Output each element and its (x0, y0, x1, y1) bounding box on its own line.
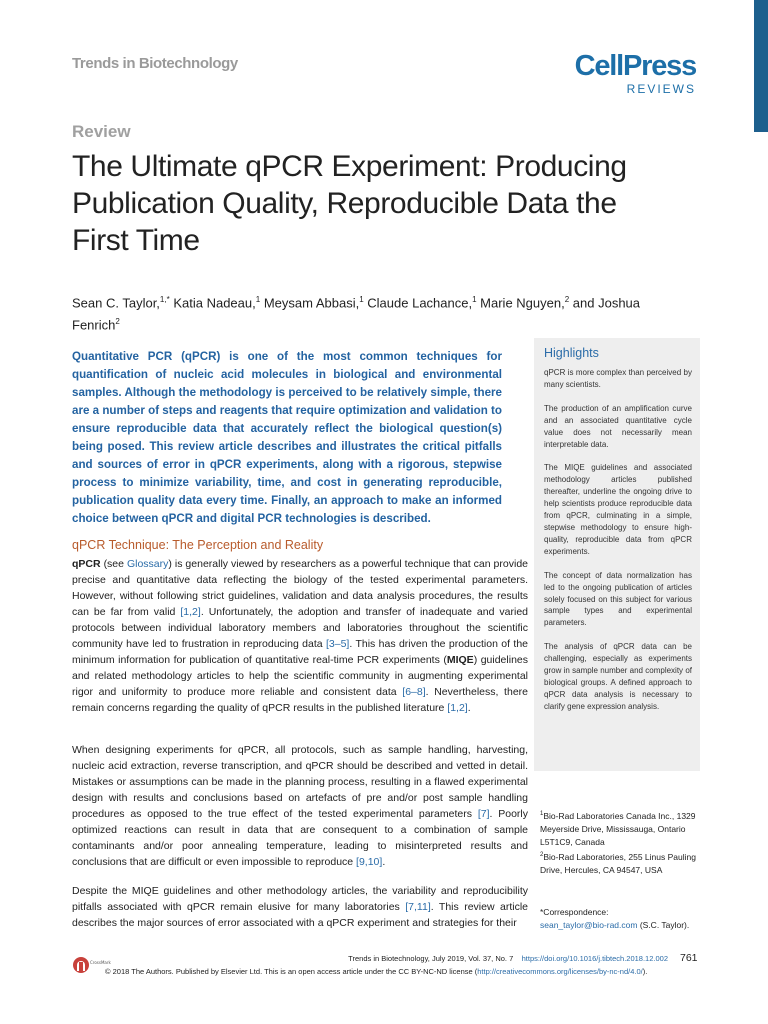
text-run: . (382, 856, 386, 868)
text-run: ) guidelines and related methodology articles to help the scientific community in augmenting experimental rigor and uniformity to produce more reliable and consistent data (72, 654, 528, 698)
footer-citation: Trends in Biotechnology, July 2019, Vol. 37, No. 7 (348, 954, 514, 963)
highlights-box (534, 338, 700, 771)
text-run: . Poorly optimized reactions can result in data that are consequent to a combination of sample contaminants and/or poor annealing temperature, leading to misinterpreted results and conclusions that are difficult or even impossible to reproduce (72, 808, 528, 868)
license-link[interactable]: http://creativecommons.org/licenses/by-nc-nd/4.0/ (477, 967, 643, 976)
text-run: When designing experiments for qPCR, all protocols, such as sample handling, harvesting, nucleic acid extraction, reverse transcription, and qPCR should be described and vetted in detail. Mistakes or assumptions can be made in the planning process, resulting in a flawed experimental design with results and conclusions based on artefacts of pre and/or post sample handling procedures as opposed to the true effect of the tested experimental parameters (72, 744, 528, 820)
author-affil: 1,* (159, 295, 170, 304)
highlight-item: The analysis of qPCR data can be challenging, especially as experiments grow in sample number and complexity of biological groups. A defined approach to qPCR data analysis is necessary to clarify gene expression analysis. (544, 642, 692, 711)
author-list (72, 290, 662, 335)
text-run: Despite the MIQE guidelines and other methodology articles, the variability and reproducibility pitfalls associated with qPCR remain elusive for many laboratories (72, 885, 528, 913)
citation-link[interactable]: [7] (477, 808, 490, 820)
term-qpcr: qPCR (72, 558, 101, 570)
text-run: . Nevertheless, there remain concerns regarding the quality of qPCR results in the published literature (72, 686, 528, 714)
author-affil: 2 (564, 295, 570, 304)
license-line (105, 967, 647, 976)
abstract: Quantitative PCR (qPCR) is one of the most common techniques for quantification of nucleic acid molecules in biological and environmental samples. Although the methodology is perceived to be relatively simple, there are a number of steps and reagents that require optimization and validation to ensure reproducible data that accurately reflect the biological question(s) being posed. This review article describes and illustrates the critical pitfalls and sources of error in qPCR experiments, along with a rigorous, stepwise process to minimize variability, time, and cost in generating reproducible, publication quality data every time. Finally, an approach to make an informed choice between qPCR and digital PCR technologies is described. (72, 350, 502, 525)
article-type: Review (72, 122, 131, 141)
affil-number: 1 (540, 811, 544, 817)
citation-link[interactable]: [9,10] (356, 856, 383, 868)
author-affil: 1 (359, 295, 364, 304)
author-affil: 1 (255, 295, 261, 304)
section-heading: qPCR Technique: The Perception and Reality (72, 538, 324, 552)
affil-text: Bio-Rad Laboratories Canada Inc., 1329 Meyerside Drive, Mississauga, Ontario L5T1C9, Canada (540, 810, 696, 847)
author-name: Claude Lachance, (367, 295, 473, 311)
affiliation-item (540, 849, 700, 877)
text-run: (see (100, 558, 127, 570)
license-text: ). (642, 967, 648, 976)
correspondence-label: *Correspondence: (540, 907, 609, 917)
highlight-item: qPCR is more complex than perceived by many scientists. (544, 368, 692, 389)
email-link[interactable]: sean_taylor@bio-rad.com (540, 920, 638, 930)
citation-link[interactable]: [7,11] (405, 901, 431, 913)
license-text: © 2018 The Authors. Published by Elsevier Ltd. This is an open access article under the CC BY-NC-ND license ( (105, 967, 478, 976)
text-run: ) is generally viewed by researchers as a powerful technique that can provide precise and quantitative data reflecting the biology of the tested experimental parameters. However, without following strict guidelines, validation and data analysis procedures, the results can be far from valid (72, 558, 528, 618)
text-run: . (467, 702, 471, 714)
text-run: . This has driven the production of the minimum information for publication of quantitative real-time PCR experiments ( (72, 638, 529, 666)
author-affil: 1 (472, 295, 477, 304)
logo-sub: REVIEWS (626, 82, 696, 96)
journal-name: Trends in Biotechnology (72, 55, 238, 72)
correspondence-name: (S.C. Taylor). (637, 920, 690, 930)
citation-link[interactable]: [1,2] (447, 702, 468, 714)
author-name: and Joshua Fenrich (72, 295, 641, 333)
cellpress-logo (575, 52, 696, 95)
footer-citation-line (348, 954, 668, 963)
citation-link[interactable]: [3–5] (326, 638, 350, 650)
journal-edge-tab (754, 0, 768, 132)
glossary-link[interactable]: Glossary (126, 558, 169, 570)
affiliations (540, 808, 700, 877)
citation-link[interactable]: [6–8] (402, 686, 426, 698)
author-affil: 2 (115, 317, 120, 327)
author-name: Sean C. Taylor, (72, 295, 160, 311)
affiliation-item (540, 808, 700, 849)
doi-link[interactable]: https://doi.org/10.1016/j.tibtech.2018.12.002 (521, 954, 668, 963)
body-paragraph-1 (72, 556, 528, 716)
body-paragraph-2 (72, 742, 528, 870)
highlight-item: The MIQE guidelines and associated methodology articles published thereafter, underline the ongoing drive to help scientists produce reproducible data from qPCR, culminating in a simple, stepwise methodology to ensure high-quality, reproducible data from qPCR experiments. (544, 463, 692, 556)
author-name: Katia Nadeau, (173, 295, 256, 311)
citation-link[interactable]: [1,2] (180, 606, 201, 618)
logo-main: CellPress (574, 50, 696, 82)
crossmark-icon[interactable] (72, 954, 111, 976)
highlight-item: The production of an amplification curve and an associated quantitative cycle value does not necessarily mean interpretable data. (544, 403, 692, 449)
highlights-heading: Highlights (544, 346, 599, 360)
crossmark-label: CrossMark (90, 960, 111, 965)
affil-text: Bio-Rad Laboratories, 255 Linus Pauling Drive, Hercules, CA 94547, USA (540, 851, 696, 875)
article-title: The Ultimate qPCR Experiment: Producing Publication Quality, Reproducible Data the First Time (72, 150, 627, 257)
correspondence (540, 906, 710, 932)
text-run: . Unfortunately, the adoption and transfer of inadequate and varied protocols between individual laboratory members and laboratories throughout the scientific community have led to frustration in reproducing data (72, 606, 528, 650)
term-miqe: MIQE (446, 654, 474, 666)
affil-number: 2 (540, 851, 544, 858)
author-name: Marie Nguyen, (480, 295, 565, 311)
highlight-item: The concept of data normalization has led to the ongoing publication of articles solely focused on this subject for various sample types and experimental parameters. (544, 570, 692, 628)
author-name: Meysam Abbasi, (263, 295, 360, 311)
body-paragraph-3 (72, 883, 528, 931)
text-run: . This review article describes the major sources of error associated with a qPCR experiment and strategies for their (72, 901, 529, 929)
page-number: 761 (680, 952, 698, 964)
